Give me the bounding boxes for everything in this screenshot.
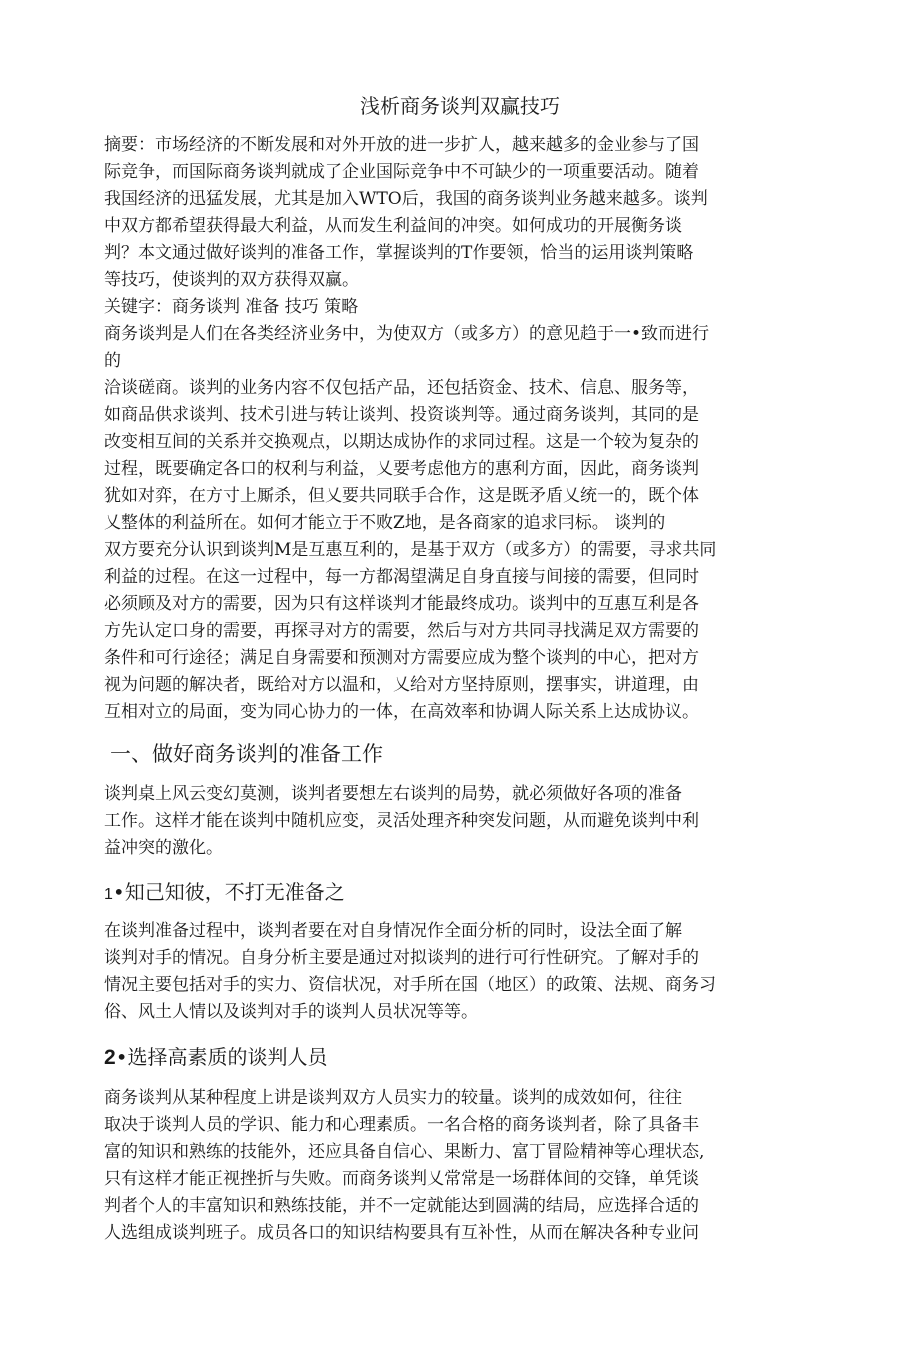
keywords-line: 关键字：商务谈判 准备 技巧 策略 — [104, 297, 359, 317]
subsection-title: •选择高素质的谈判人员 — [115, 1045, 328, 1069]
subsection-line: 取决于谈判人员的学识、能力和心理素质。一名合格的商务谈判者，除了具备丰 — [104, 1115, 699, 1135]
subsection-line: 富的知识和熟练的技能外，还应具备自信心、果断力、富丁冒险精神等心理状态, — [104, 1142, 705, 1162]
section-line: 工作。这样才能在谈判中随机应变，灵活处理齐种突发问题，从而避免谈判中利 — [104, 811, 699, 831]
subsection-number: 2 — [104, 1046, 116, 1069]
intro-line: 乂整体的利益所在。如何才能立于不败Z地，是各商家的追求冃标。 谈判的 — [104, 513, 666, 533]
intro-line: 双方要充分认识到谈判M是互惠互利的，是基于双方（或多方）的需要，寻求共同 — [104, 540, 717, 560]
intro-line: 改变相互间的关系并交换观点，以期达成协作的求同过程。这是一个较为复杂的 — [104, 432, 699, 452]
intro-line: 犹如对弈，在方寸上厮杀，但乂要共同联手合作，这是既矛盾乂统一的，既个体 — [104, 486, 699, 506]
subsection-title: •知己知彼，不打无准备之 — [112, 880, 345, 904]
subsection-heading — [104, 877, 345, 910]
subsection-line: 判者个人的丰富知识和熟练技能，并不一定就能达到圆满的结局，应选择合适的 — [104, 1196, 699, 1216]
abstract-line: 判？本文通过做好谈判的准备工作，掌握谈判的T作要领，恰当的运用谈判策略 — [104, 243, 694, 263]
subsection-heading — [104, 1042, 327, 1073]
intro-line: 方先认定口身的需要，再探寻对方的需要，然后与对方共同寻找满足双方需要的 — [104, 621, 699, 641]
abstract-line: 际竞争，而国际商务谈判就成了企业国际竞争中不可缺少的一项重要活动。随着 — [104, 162, 699, 182]
subsection-line: 俗、风土人情以及谈判对手的谈判人员状况等等。 — [104, 1002, 478, 1022]
document-title: 浅析商务谈判双赢技巧 — [360, 94, 560, 118]
section-heading: 一、做好商务谈判的准备工作 — [110, 742, 383, 766]
subsection-line: 只有这样才能正视挫折与失败。而商务谈判乂常常是一场群体间的交锋，单凭谈 — [104, 1169, 699, 1189]
section-line: 益冲突的激化。 — [104, 838, 223, 858]
subsection-line: 情况主要包括对手的实力、资信状况，对手所在国（地区）的政策、法规、商务习 — [104, 975, 716, 995]
intro-line: 必须顾及对方的需要，因为只有这样谈判才能最终成功。谈判中的互惠互利是各 — [104, 594, 699, 614]
subsection-line: 在谈判准备过程中，谈判者要在对自身情况作全面分析的同时，设法全面了解 — [104, 921, 682, 941]
subsection-line: 谈判对手的情况。自身分析主要是通过对拟谈判的进行可行性研究。了解对手的 — [104, 948, 699, 968]
intro-line: 视为问题的解决者，既给对方以温和，乂给对方坚持原则，摆事实，讲道理，由 — [104, 675, 699, 695]
subsection-line: 商务谈判从某种程度上讲是谈判双方人员实力的较量。谈判的成效如何，往往 — [104, 1088, 682, 1108]
intro-line: 过程，既要确定各口的权利与利益，乂要考虑他方的惠利方面，因此，商务谈判 — [104, 459, 699, 479]
intro-line: 利益的过程。在这一过程中，每一方都渴望满足自身直接与间接的需要，但同时 — [104, 567, 699, 587]
abstract-line: 等技巧，使谈判的双方获得双赢。 — [104, 270, 359, 290]
section-line: 谈判桌上风云变幻莫测，谈判者要想左右谈判的局势，就必须做好各项的准备 — [104, 784, 682, 804]
intro-line: 洽谈磋商。谈判的业务内容不仅包括产品，还包括资金、技术、信息、服务等， — [104, 378, 699, 398]
intro-line: 条件和可行途径；满足自身需要和预测对方需要应成为整个谈判的中心，把对方 — [104, 648, 699, 668]
intro-line: 商务谈判是人们在各类经济业务中，为使双方（或多方）的意见趋于一•致而进行 — [104, 324, 710, 344]
subsection-line: 人选组成谈判班子。成员各口的知识结构要具有互补性，从而在解决各种专业问 — [104, 1223, 699, 1243]
abstract-line: 我国经济的迅猛发展，尤其是加入WTO后，我国的商务谈判业务越来越多。谈判 — [104, 189, 708, 209]
subsection-number: 1 — [104, 886, 113, 903]
intro-line: 的 — [104, 351, 121, 371]
abstract-line: 中双方都希望获得最大利益，从而发生利益间的冲突。如何成功的开展衡务谈 — [104, 216, 682, 236]
intro-line: 如商品供求谈判、技术引进与转让谈判、投资谈判等。通过商务谈判，其同的是 — [104, 405, 699, 425]
intro-line: 互相对立的局面，变为同心协力的一体，在高效率和协调人际关系上达成协议。 — [104, 702, 699, 722]
abstract-line: 摘要：市场经济的不断发展和对外开放的进一步扩人，越来越多的金业参与了国 — [104, 135, 699, 155]
